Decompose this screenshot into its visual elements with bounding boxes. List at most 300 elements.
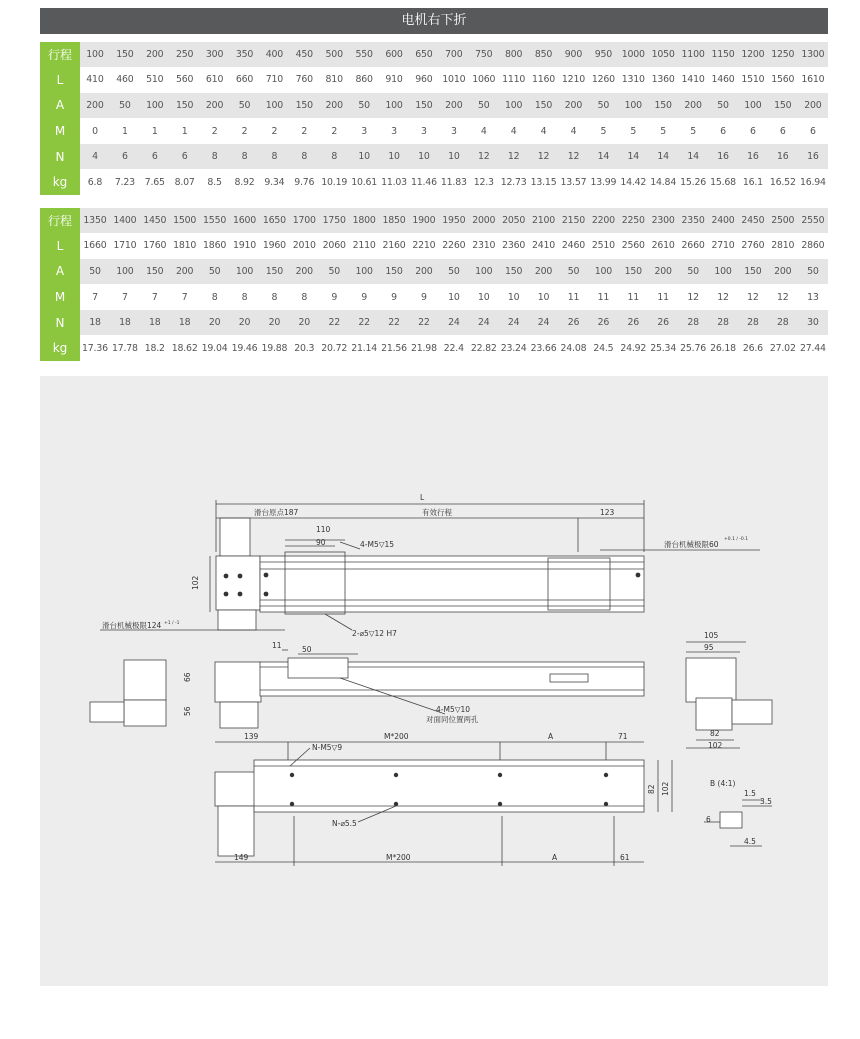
table-cell: 150 bbox=[110, 42, 140, 67]
table-cell: 1950 bbox=[439, 208, 469, 233]
table-cell: 610 bbox=[200, 67, 230, 93]
table-cell: 10 bbox=[349, 144, 379, 170]
table-cell: 50 bbox=[559, 259, 589, 285]
table-cell: 12 bbox=[469, 144, 499, 170]
table-cell: 19.46 bbox=[230, 335, 260, 361]
table-cell: 24 bbox=[529, 310, 559, 336]
table-cell: 23.66 bbox=[529, 335, 559, 361]
table-cell: 12.73 bbox=[499, 169, 529, 195]
table-cell: 2610 bbox=[648, 233, 678, 259]
table-cell: 1010 bbox=[439, 67, 469, 93]
table-row bbox=[40, 169, 828, 195]
table-cell: 1360 bbox=[648, 67, 678, 93]
dim-110: 110 bbox=[316, 525, 331, 534]
table-cell: 16 bbox=[768, 144, 798, 170]
table-cell: 21.56 bbox=[379, 335, 409, 361]
table-cell: 3 bbox=[439, 118, 469, 144]
dim-71: 71 bbox=[618, 732, 628, 741]
row-label: M bbox=[40, 284, 80, 310]
table-cell: 4 bbox=[559, 118, 589, 144]
table-row bbox=[40, 42, 828, 67]
dim-m200-top: M*200 bbox=[384, 732, 409, 741]
limit-left-tol: +1 / -1 bbox=[164, 621, 180, 626]
table-cell: 12 bbox=[738, 284, 768, 310]
table-cell: 200 bbox=[200, 93, 230, 119]
detail-15: 1.5 bbox=[744, 789, 756, 798]
table-cell: 13 bbox=[798, 284, 828, 310]
table-cell: 18 bbox=[140, 310, 170, 336]
table-cell: 10 bbox=[499, 284, 529, 310]
table-cell: 11 bbox=[588, 284, 618, 310]
table-cell: 560 bbox=[170, 67, 200, 93]
table-cell: 14 bbox=[648, 144, 678, 170]
table-cell: 6 bbox=[708, 118, 738, 144]
table-cell: 500 bbox=[319, 42, 349, 67]
dim-105: 105 bbox=[704, 631, 719, 640]
table-cell: 19.88 bbox=[259, 335, 289, 361]
table-cell: 250 bbox=[170, 42, 200, 67]
table-cell: 26 bbox=[618, 310, 648, 336]
table-cell: 600 bbox=[379, 42, 409, 67]
table-row bbox=[40, 67, 828, 93]
table-cell: 750 bbox=[469, 42, 499, 67]
table-cell: 11 bbox=[618, 284, 648, 310]
table-cell: 100 bbox=[140, 93, 170, 119]
row-label: L bbox=[40, 67, 80, 93]
table-cell: 1150 bbox=[708, 42, 738, 67]
table-cell: 2360 bbox=[499, 233, 529, 259]
table-cell: 9 bbox=[319, 284, 349, 310]
table-cell: 1210 bbox=[559, 67, 589, 93]
dim-66: 66 bbox=[183, 672, 192, 682]
table-cell: 2 bbox=[259, 118, 289, 144]
table-cell: 10 bbox=[529, 284, 559, 310]
table-cell: 2250 bbox=[618, 208, 648, 233]
table-cell: 2710 bbox=[708, 233, 738, 259]
table-row bbox=[40, 284, 828, 310]
table-cell: 28 bbox=[708, 310, 738, 336]
table-cell: 25.34 bbox=[648, 335, 678, 361]
table-cell: 2000 bbox=[469, 208, 499, 233]
table-cell: 100 bbox=[259, 93, 289, 119]
hole-label-2b: 对面同位置两孔 bbox=[426, 715, 479, 724]
table-cell: 12 bbox=[678, 284, 708, 310]
table-cell: 1260 bbox=[588, 67, 618, 93]
table-cell: 1700 bbox=[289, 208, 319, 233]
table-cell: 14.84 bbox=[648, 169, 678, 195]
dim-123: 123 bbox=[600, 508, 615, 517]
table-cell: 100 bbox=[708, 259, 738, 285]
table-cell: 1510 bbox=[738, 67, 768, 93]
table-cell: 11.46 bbox=[409, 169, 439, 195]
spec-table-1 bbox=[40, 42, 828, 196]
table-cell: 200 bbox=[798, 93, 828, 119]
dim-95: 95 bbox=[704, 643, 714, 652]
table-cell: 1410 bbox=[678, 67, 708, 93]
dim-102-end: 102 bbox=[708, 741, 723, 750]
table-cell: 1160 bbox=[529, 67, 559, 93]
table-cell: 1 bbox=[170, 118, 200, 144]
table-cell: 2100 bbox=[529, 208, 559, 233]
table-cell: 24 bbox=[499, 310, 529, 336]
table-cell: 150 bbox=[409, 93, 439, 119]
table-cell: 24.92 bbox=[618, 335, 648, 361]
stroke-label: 有效行程 bbox=[422, 508, 452, 517]
table-cell: 4 bbox=[80, 144, 110, 170]
table-cell: 16.1 bbox=[738, 169, 768, 195]
table-cell: 100 bbox=[230, 259, 260, 285]
table-cell: 10.61 bbox=[349, 169, 379, 195]
table-cell: 11.83 bbox=[439, 169, 469, 195]
table-cell: 20.3 bbox=[289, 335, 319, 361]
table-cell: 2150 bbox=[559, 208, 589, 233]
dim-56: 56 bbox=[183, 706, 192, 716]
row-label: 行程 bbox=[40, 42, 80, 67]
table-row bbox=[40, 144, 828, 170]
table-cell: 13.57 bbox=[559, 169, 589, 195]
table-cell: 50 bbox=[469, 93, 499, 119]
table-cell: 1660 bbox=[80, 233, 110, 259]
table-cell: 9.76 bbox=[289, 169, 319, 195]
table-cell: 11 bbox=[648, 284, 678, 310]
table-cell: 8 bbox=[259, 284, 289, 310]
table-cell: 1 bbox=[140, 118, 170, 144]
table-cell: 2200 bbox=[588, 208, 618, 233]
table-cell: 1650 bbox=[259, 208, 289, 233]
dim-82-end: 82 bbox=[710, 729, 720, 738]
table-cell: 2660 bbox=[678, 233, 708, 259]
table-cell: 2350 bbox=[678, 208, 708, 233]
table-cell: 18.62 bbox=[170, 335, 200, 361]
row-label: A bbox=[40, 93, 80, 119]
dim-82-side: 82 bbox=[647, 784, 656, 794]
table-cell: 50 bbox=[110, 93, 140, 119]
table-cell: 200 bbox=[529, 259, 559, 285]
table-cell: 8 bbox=[259, 144, 289, 170]
table-row bbox=[40, 259, 828, 285]
table-cell: 18.2 bbox=[140, 335, 170, 361]
table-cell: 200 bbox=[439, 93, 469, 119]
table-cell: 150 bbox=[529, 93, 559, 119]
table-cell: 8 bbox=[230, 284, 260, 310]
table-cell: 1250 bbox=[768, 42, 798, 67]
table-cell: 150 bbox=[768, 93, 798, 119]
table-cell: 17.78 bbox=[110, 335, 140, 361]
table-cell: 21.98 bbox=[409, 335, 439, 361]
table-cell: 510 bbox=[140, 67, 170, 93]
detail-35: 3.5 bbox=[760, 797, 772, 806]
table-cell: 450 bbox=[289, 42, 319, 67]
dim-90: 90 bbox=[316, 538, 326, 547]
table-cell: 5 bbox=[618, 118, 648, 144]
table-cell: 150 bbox=[499, 259, 529, 285]
table-cell: 7.23 bbox=[110, 169, 140, 195]
table-cell: 15.26 bbox=[678, 169, 708, 195]
table-cell: 900 bbox=[559, 42, 589, 67]
table-cell: 24 bbox=[469, 310, 499, 336]
table-cell: 4 bbox=[499, 118, 529, 144]
table-cell: 27.02 bbox=[768, 335, 798, 361]
table-cell: 3 bbox=[379, 118, 409, 144]
table-cell: 150 bbox=[170, 93, 200, 119]
table-cell: 6 bbox=[768, 118, 798, 144]
table-cell: 50 bbox=[798, 259, 828, 285]
dim-L: L bbox=[420, 493, 425, 502]
table-cell: 1960 bbox=[259, 233, 289, 259]
table-cell: 10.19 bbox=[319, 169, 349, 195]
table-cell: 2860 bbox=[798, 233, 828, 259]
table-cell: 460 bbox=[110, 67, 140, 93]
table-cell: 2 bbox=[319, 118, 349, 144]
table-cell: 6 bbox=[140, 144, 170, 170]
table-cell: 4 bbox=[469, 118, 499, 144]
table-cell: 19.04 bbox=[200, 335, 230, 361]
table-cell: 700 bbox=[439, 42, 469, 67]
table-cell: 18 bbox=[80, 310, 110, 336]
table-cell: 100 bbox=[349, 259, 379, 285]
table-cell: 20 bbox=[289, 310, 319, 336]
table-cell: 5 bbox=[648, 118, 678, 144]
table-cell: 17.36 bbox=[80, 335, 110, 361]
dim-61: 61 bbox=[620, 853, 630, 862]
dim-139: 139 bbox=[244, 732, 259, 741]
table-cell: 12 bbox=[768, 284, 798, 310]
limit-right-tol: +0.1 / -0.1 bbox=[724, 537, 749, 542]
table-cell: 27.44 bbox=[798, 335, 828, 361]
table-cell: 300 bbox=[200, 42, 230, 67]
table-cell: 16.94 bbox=[798, 169, 828, 195]
table-cell: 10 bbox=[379, 144, 409, 170]
table-cell: 22 bbox=[379, 310, 409, 336]
table-cell: 2810 bbox=[768, 233, 798, 259]
table-cell: 24.08 bbox=[559, 335, 589, 361]
dim-m200-bot: M*200 bbox=[386, 853, 411, 862]
table-cell: 550 bbox=[349, 42, 379, 67]
table-cell: 50 bbox=[349, 93, 379, 119]
table-cell: 850 bbox=[529, 42, 559, 67]
row-label: N bbox=[40, 310, 80, 336]
table-cell: 1800 bbox=[349, 208, 379, 233]
table-cell: 1910 bbox=[230, 233, 260, 259]
table-cell: 12.3 bbox=[469, 169, 499, 195]
table-cell: 4 bbox=[529, 118, 559, 144]
table-cell: 6.8 bbox=[80, 169, 110, 195]
table-cell: 7 bbox=[110, 284, 140, 310]
table-cell: 9 bbox=[379, 284, 409, 310]
row-label: N bbox=[40, 144, 80, 170]
table-cell: 22 bbox=[319, 310, 349, 336]
table-cell: 200 bbox=[678, 93, 708, 119]
table-cell: 1310 bbox=[618, 67, 648, 93]
table-cell: 8 bbox=[200, 284, 230, 310]
table-cell: 2450 bbox=[738, 208, 768, 233]
table-cell: 150 bbox=[379, 259, 409, 285]
table-cell: 2050 bbox=[499, 208, 529, 233]
table-cell: 100 bbox=[80, 42, 110, 67]
table-cell: 15.68 bbox=[708, 169, 738, 195]
table-cell: 100 bbox=[618, 93, 648, 119]
table-cell: 7 bbox=[170, 284, 200, 310]
table-cell: 200 bbox=[319, 93, 349, 119]
table-cell: 11 bbox=[559, 284, 589, 310]
table-cell: 22.82 bbox=[469, 335, 499, 361]
table-cell: 50 bbox=[230, 93, 260, 119]
table-cell: 26.18 bbox=[708, 335, 738, 361]
table-cell: 22 bbox=[409, 310, 439, 336]
table-cell: 3 bbox=[409, 118, 439, 144]
table-cell: 410 bbox=[80, 67, 110, 93]
table-cell: 28 bbox=[768, 310, 798, 336]
table-cell: 100 bbox=[499, 93, 529, 119]
table-cell: 1900 bbox=[409, 208, 439, 233]
table-cell: 50 bbox=[319, 259, 349, 285]
table-cell: 2260 bbox=[439, 233, 469, 259]
table-cell: 23.24 bbox=[499, 335, 529, 361]
table-cell: 50 bbox=[200, 259, 230, 285]
table-cell: 8.07 bbox=[170, 169, 200, 195]
table-cell: 25.76 bbox=[678, 335, 708, 361]
dim-a-top: A bbox=[548, 732, 554, 741]
spec-table-2 bbox=[40, 208, 828, 362]
table-cell: 2110 bbox=[349, 233, 379, 259]
table-cell: 16 bbox=[798, 144, 828, 170]
table-cell: 200 bbox=[768, 259, 798, 285]
table-cell: 16 bbox=[738, 144, 768, 170]
table-cell: 18 bbox=[170, 310, 200, 336]
table-cell: 1810 bbox=[170, 233, 200, 259]
table-cell: 2560 bbox=[618, 233, 648, 259]
table-cell: 2410 bbox=[529, 233, 559, 259]
table-cell: 650 bbox=[409, 42, 439, 67]
table-cell: 5 bbox=[678, 118, 708, 144]
table-cell: 14 bbox=[678, 144, 708, 170]
limit-left: 滑台机械极限124 bbox=[102, 621, 162, 630]
table-cell: 9 bbox=[349, 284, 379, 310]
dim-102-side: 102 bbox=[661, 781, 670, 796]
limit-right: 滑台机械极限60 bbox=[664, 540, 719, 549]
table-cell: 50 bbox=[439, 259, 469, 285]
table-cell: 8 bbox=[319, 144, 349, 170]
table-cell: 1 bbox=[110, 118, 140, 144]
table-cell: 50 bbox=[80, 259, 110, 285]
table-cell: 12 bbox=[559, 144, 589, 170]
origin-label: 滑台原点187 bbox=[254, 508, 299, 517]
table-cell: 22 bbox=[349, 310, 379, 336]
table-cell: 5 bbox=[588, 118, 618, 144]
row-label: kg bbox=[40, 335, 80, 361]
detail-6: 6 bbox=[706, 815, 711, 824]
table-cell: 1450 bbox=[140, 208, 170, 233]
table-cell: 1100 bbox=[678, 42, 708, 67]
dim-50: 50 bbox=[302, 645, 312, 654]
table-cell: 2010 bbox=[289, 233, 319, 259]
hole-label-4: N-⌀5.5 bbox=[332, 819, 357, 828]
row-label: 行程 bbox=[40, 208, 80, 233]
table-row bbox=[40, 118, 828, 144]
table-cell: 1850 bbox=[379, 208, 409, 233]
hole-label-3: N-M5▽9 bbox=[312, 743, 343, 752]
dim-102-left: 102 bbox=[191, 575, 200, 590]
table-cell: 26 bbox=[588, 310, 618, 336]
table-cell: 18 bbox=[110, 310, 140, 336]
table-cell: 1460 bbox=[708, 67, 738, 93]
table-cell: 100 bbox=[110, 259, 140, 285]
table-cell: 30 bbox=[798, 310, 828, 336]
table-cell: 3 bbox=[349, 118, 379, 144]
table-cell: 22.4 bbox=[439, 335, 469, 361]
table-row bbox=[40, 233, 828, 259]
table-cell: 8 bbox=[289, 284, 319, 310]
table-cell: 350 bbox=[230, 42, 260, 67]
table-cell: 2760 bbox=[738, 233, 768, 259]
table-cell: 200 bbox=[648, 259, 678, 285]
table-cell: 2510 bbox=[588, 233, 618, 259]
table-cell: 1300 bbox=[798, 42, 828, 67]
table-cell: 1750 bbox=[319, 208, 349, 233]
technical-drawing-panel bbox=[40, 376, 828, 986]
table-cell: 24.5 bbox=[588, 335, 618, 361]
table-cell: 760 bbox=[289, 67, 319, 93]
table-cell: 6 bbox=[738, 118, 768, 144]
table-cell: 26.6 bbox=[738, 335, 768, 361]
table-cell: 26 bbox=[559, 310, 589, 336]
table-cell: 50 bbox=[678, 259, 708, 285]
table-cell: 810 bbox=[319, 67, 349, 93]
hole-label-2: 4-M5▽10 bbox=[436, 705, 471, 714]
row-label: kg bbox=[40, 169, 80, 195]
table-cell: 2550 bbox=[798, 208, 828, 233]
table-cell: 14 bbox=[618, 144, 648, 170]
detail-title: B (4:1) bbox=[710, 779, 736, 788]
table-cell: 150 bbox=[648, 93, 678, 119]
table-cell: 10 bbox=[409, 144, 439, 170]
table-cell: 8.5 bbox=[200, 169, 230, 195]
table-cell: 16.52 bbox=[768, 169, 798, 195]
table-row bbox=[40, 208, 828, 233]
table-cell: 150 bbox=[259, 259, 289, 285]
table-cell: 50 bbox=[588, 93, 618, 119]
table-cell: 21.14 bbox=[349, 335, 379, 361]
table-cell: 14.42 bbox=[618, 169, 648, 195]
table-cell: 2400 bbox=[708, 208, 738, 233]
table-cell: 13.99 bbox=[588, 169, 618, 195]
table-cell: 6 bbox=[170, 144, 200, 170]
table-cell: 100 bbox=[379, 93, 409, 119]
table-cell: 2310 bbox=[469, 233, 499, 259]
row-label: M bbox=[40, 118, 80, 144]
table-cell: 2300 bbox=[648, 208, 678, 233]
table-cell: 10 bbox=[469, 284, 499, 310]
page-title: 电机右下折 bbox=[40, 8, 828, 34]
table-cell: 200 bbox=[289, 259, 319, 285]
table-cell: 200 bbox=[80, 93, 110, 119]
technical-drawing bbox=[40, 376, 828, 986]
table-cell: 1060 bbox=[469, 67, 499, 93]
table-cell: 20.72 bbox=[319, 335, 349, 361]
table-cell: 7 bbox=[80, 284, 110, 310]
table-cell: 7 bbox=[140, 284, 170, 310]
table-cell: 11.03 bbox=[379, 169, 409, 195]
table-cell: 1000 bbox=[618, 42, 648, 67]
table-cell: 860 bbox=[349, 67, 379, 93]
table-cell: 150 bbox=[289, 93, 319, 119]
table-cell: 1400 bbox=[110, 208, 140, 233]
table-row bbox=[40, 93, 828, 119]
table-cell: 2 bbox=[200, 118, 230, 144]
table-cell: 200 bbox=[170, 259, 200, 285]
table-cell: 2 bbox=[230, 118, 260, 144]
table-cell: 7.65 bbox=[140, 169, 170, 195]
